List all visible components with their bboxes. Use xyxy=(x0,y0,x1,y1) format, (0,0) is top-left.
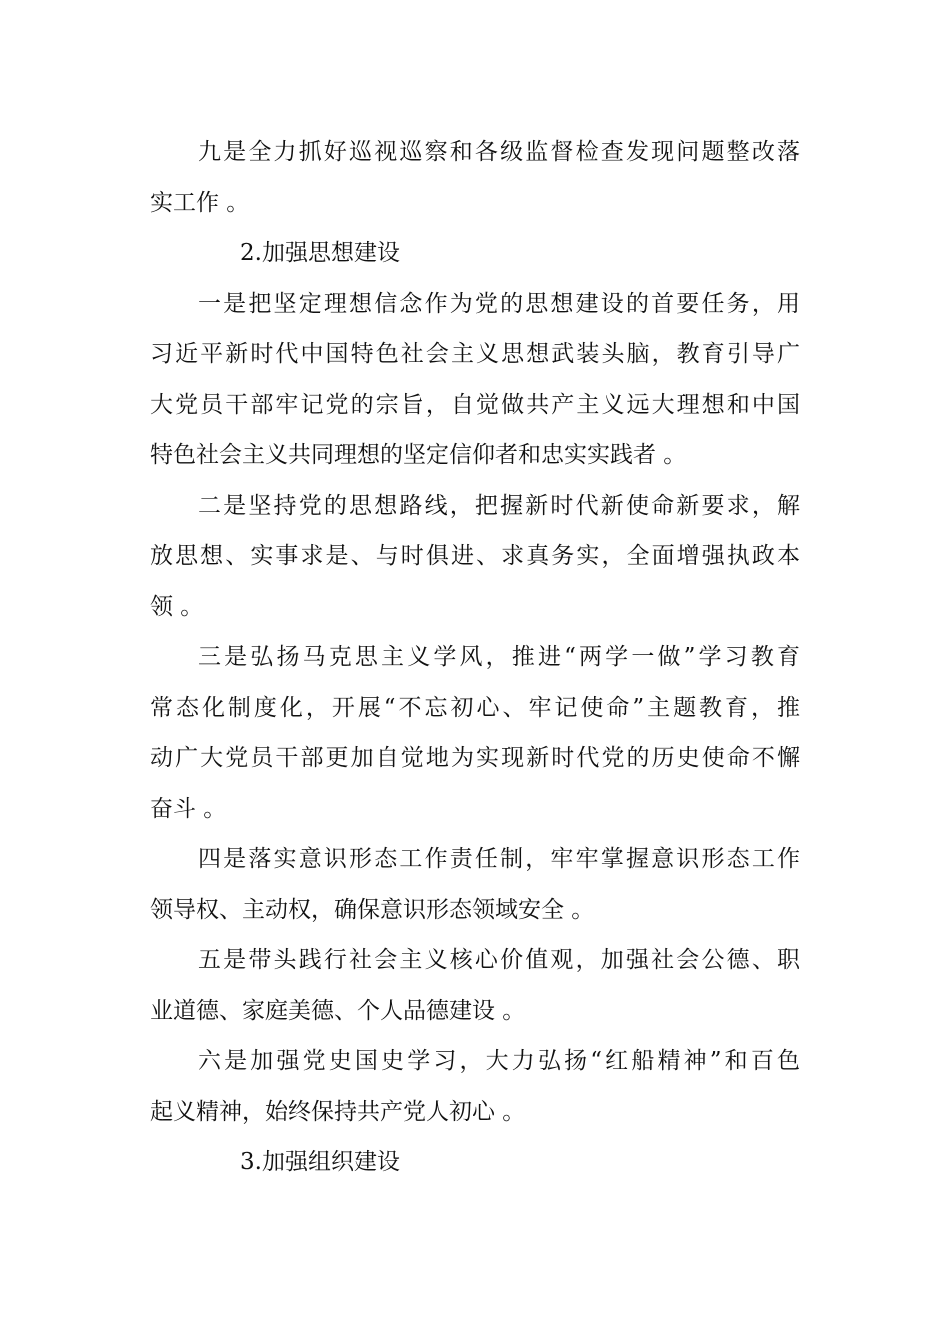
paragraph-line: 九是全力抓好巡视巡察和各级监督检查发现问题整改落 xyxy=(198,139,800,165)
paragraph-line: 起义精神，始终保持共产党人初心 。 xyxy=(150,1098,526,1125)
paragraph-line: 二是坚持党的思想路线，把握新时代新使命新要求，解 xyxy=(198,492,800,519)
paragraph-line: 四是落实意识形态工作责任制，牢牢掌握意识形态工作 xyxy=(198,846,800,872)
paragraph-line: 大党员干部牢记党的宗旨，自觉做共产主义远大理想和中国 xyxy=(150,391,800,418)
paragraph-line: 动广大党员干部更加自觉地为实现新时代党的历史使命不懈 xyxy=(150,745,800,771)
paragraph-five xyxy=(150,935,800,1036)
paragraph-three xyxy=(150,632,800,834)
paragraph-line: 放思想、实事求是、与时俱进、求真务实，全面增强执政本 xyxy=(150,543,800,569)
paragraph-line: 一是把坚定理想信念作为党的思想建设的首要任务，用 xyxy=(198,290,800,317)
paragraph-line: 三是弘扬马克思主义学风，推进“两学一做”学习教育 xyxy=(198,644,800,670)
paragraph-item-9 xyxy=(150,127,800,228)
document-body xyxy=(150,127,800,1188)
paragraph-line: 六是加强党史国史学习，大力弘扬“红船精神”和百色 xyxy=(198,1048,800,1074)
paragraph-line: 五是带头践行社会主义核心价值观，加强社会公德、职 xyxy=(198,947,800,973)
section-heading-2: 2.加强思想建设 xyxy=(240,240,400,266)
paragraph-line: 特色社会主义共同理想的坚定信仰者和忠实实践者 。 xyxy=(150,442,687,468)
paragraph-one xyxy=(150,279,800,481)
paragraph-line: 常态化制度化，开展“不忘初心、牢记使命”主题教育，推 xyxy=(150,694,800,721)
paragraph-line: 实工作 。 xyxy=(150,189,250,216)
paragraph-line: 习近平新时代中国特色社会主义思想武装头脑，教育引导广 xyxy=(150,341,800,367)
paragraph-line: 奋斗 。 xyxy=(150,795,227,822)
paragraph-four xyxy=(150,834,800,935)
paragraph-line: 领 。 xyxy=(150,593,204,620)
paragraph-six xyxy=(150,1036,800,1137)
section-heading-3: 3.加强组织建设 xyxy=(240,1149,400,1175)
paragraph-line: 领导权、主动权，确保意识形态领域安全 。 xyxy=(150,896,595,923)
paragraph-line: 业道德、家庭美德、个人品德建设 。 xyxy=(150,997,526,1024)
paragraph-two xyxy=(150,481,800,633)
